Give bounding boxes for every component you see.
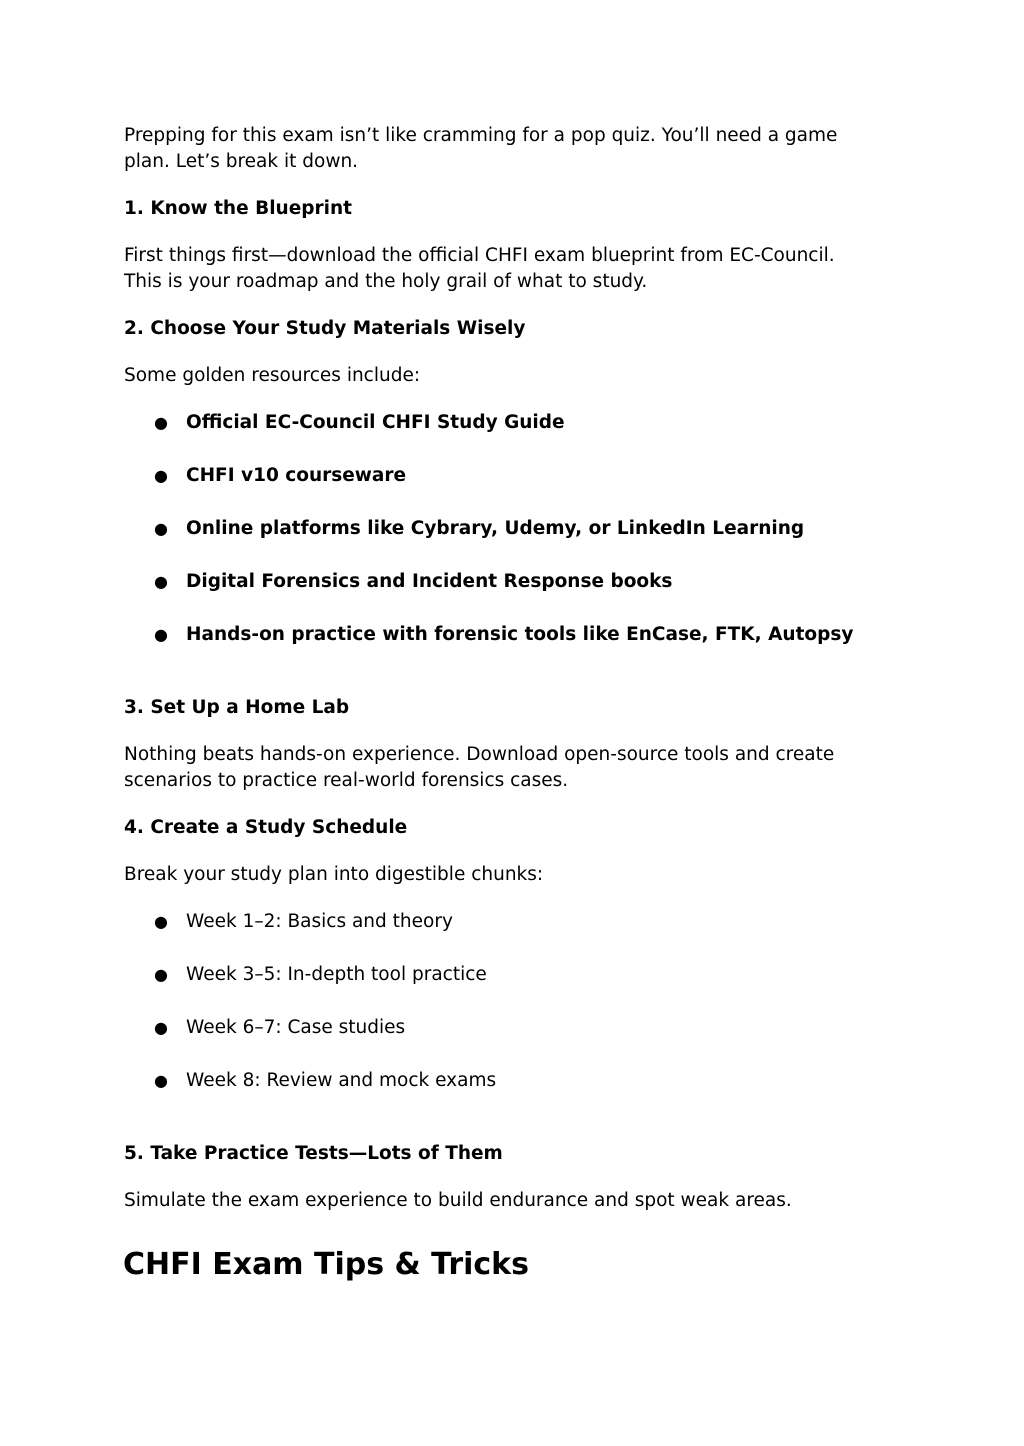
- bullet-icon: ●: [154, 912, 168, 931]
- list-item-text: Online platforms like Cybrary, Udemy, or LinkedIn Learning: [186, 518, 805, 539]
- list-item-text: Official EC-Council CHFI Study Guide: [186, 412, 565, 433]
- section-5-heading: 5. Take Practice Tests—Lots of Them: [124, 1143, 503, 1164]
- section-5-text-line-1: Simulate the exam experience to build endurance and spot weak areas.: [124, 1190, 792, 1211]
- list-item-text: Week 3–5: In-depth tool practice: [186, 964, 487, 985]
- section-3-text-line-2: scenarios to practice real-world forensics cases.: [124, 770, 569, 791]
- section-2-heading: 2. Choose Your Study Materials Wisely: [124, 318, 526, 339]
- section-3-text-line-1: Nothing beats hands-on experience. Download open-source tools and create: [124, 744, 835, 765]
- bullet-icon: ●: [154, 519, 168, 538]
- section-1-heading: 1. Know the Blueprint: [124, 198, 352, 219]
- section-2-intro: Some golden resources include:: [124, 365, 421, 386]
- section-1-text-line-1: First things first—download the official CHFI exam blueprint from EC-Council.: [124, 245, 835, 266]
- intro-paragraph-line-2: plan. Let’s break it down.: [124, 151, 359, 172]
- section-1-text-line-2: This is your roadmap and the holy grail of what to study.: [124, 271, 648, 292]
- section-4-heading: 4. Create a Study Schedule: [124, 817, 408, 838]
- intro-paragraph-line-1: Prepping for this exam isn’t like cramming for a pop quiz. You’ll need a game: [124, 125, 838, 146]
- list-item-text: Hands-on practice with forensic tools like EnCase, FTK, Autopsy: [186, 624, 854, 645]
- bullet-icon: ●: [154, 413, 168, 432]
- bullet-icon: ●: [154, 1018, 168, 1037]
- section-4-intro: Break your study plan into digestible chunks:: [124, 864, 544, 885]
- bullet-icon: ●: [154, 466, 168, 485]
- list-item-text: Week 8: Review and mock exams: [186, 1070, 497, 1091]
- list-item-text: Digital Forensics and Incident Response books: [186, 571, 673, 592]
- bullet-icon: ●: [154, 1071, 168, 1090]
- section-3-heading: 3. Set Up a Home Lab: [124, 697, 350, 718]
- next-section-heading: CHFI Exam Tips & Tricks: [123, 1247, 529, 1282]
- list-item-text: Week 1–2: Basics and theory: [186, 911, 453, 932]
- list-item-text: CHFI v10 courseware: [186, 465, 407, 486]
- list-item-text: Week 6–7: Case studies: [186, 1017, 406, 1038]
- bullet-icon: ●: [154, 625, 168, 644]
- bullet-icon: ●: [154, 572, 168, 591]
- bullet-icon: ●: [154, 965, 168, 984]
